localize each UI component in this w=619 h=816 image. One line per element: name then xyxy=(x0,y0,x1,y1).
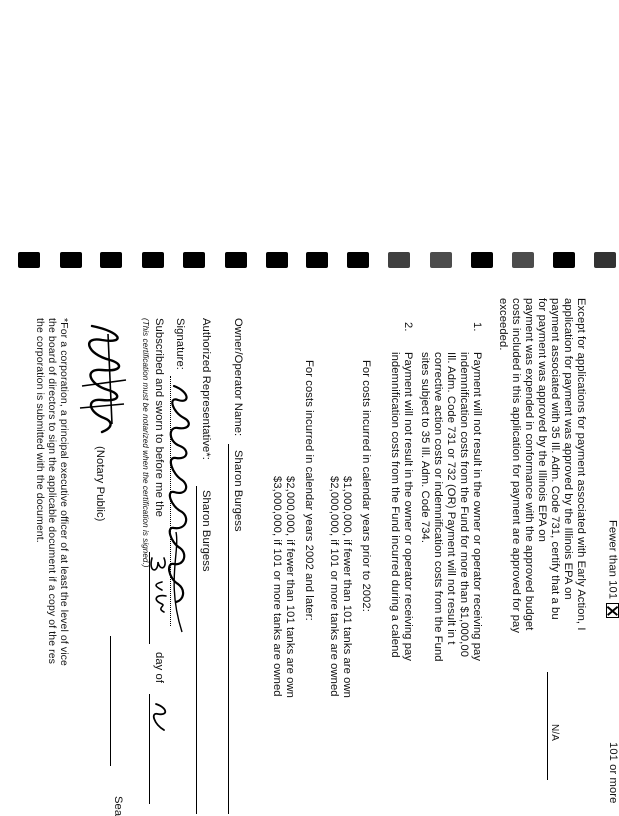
scan-edge-strip xyxy=(0,252,618,270)
scan-mark xyxy=(225,252,247,268)
authorized-rep-line xyxy=(196,486,197,814)
later-2002-line-1: $2,000,000, if fewer than 101 tanks are own xyxy=(284,476,296,698)
intro-line-7: exceeded. xyxy=(497,298,509,351)
scan-mark xyxy=(18,252,40,268)
item-1-line-1: Payment will not result in the owner or operator receiving pay xyxy=(471,352,483,662)
scan-mark xyxy=(306,252,328,268)
intro-line-1: Except for applications for payment associated with Early Action, I xyxy=(575,298,587,631)
scan-mark xyxy=(512,252,534,268)
prior-2002-line-2: $2,000,000, if 101 or more tanks are owned xyxy=(328,476,340,697)
more-than-101-label: 101 or more xyxy=(607,742,619,804)
seal-label: Sea xyxy=(112,796,124,816)
na-mark: N/A xyxy=(549,724,560,741)
scan-mark xyxy=(100,252,122,268)
footnote-line-3: the corporation is submitted with the document. xyxy=(34,318,46,543)
fewer-than-101-label: Fewer than 101 xyxy=(606,520,619,600)
intro-line-6: costs included in this application for payment are approved for pay xyxy=(510,298,522,634)
item-1-number: 1. xyxy=(471,322,483,332)
item-2-line-1: Payment will not result in the owner or operator receiving pay xyxy=(402,352,414,662)
owner-operator-line xyxy=(228,444,229,814)
authorized-rep-value: Sharon Burgess xyxy=(200,490,212,572)
approval-date-line xyxy=(547,672,548,780)
scan-mark xyxy=(142,252,164,268)
item-1-line-4: corrective action costs or indemnification costs from the Fund xyxy=(432,352,444,662)
notarize-note: (This certification must be notarized when the certification is signed.) xyxy=(141,318,150,568)
notary-public-label: (Notary Public) xyxy=(94,446,106,522)
item-2-line-2: indemnification costs from the Fund incurred during a calend xyxy=(389,352,401,658)
owner-operator-label: Owner/Operator Name: xyxy=(232,318,244,437)
later-2002-line-2: $3,000,000, if 101 or more tanks are owned xyxy=(271,476,283,697)
intro-line-4: for payment was approved by the Illinois EPA on xyxy=(536,298,548,542)
scan-mark xyxy=(471,252,493,268)
scan-mark xyxy=(183,252,205,268)
intro-line-2: application for payment was approved by the Illinois EPA on xyxy=(562,298,574,600)
handwritten-month xyxy=(150,698,172,798)
authorized-rep-label: Authorized Representative*: xyxy=(200,318,212,461)
handwritten-day xyxy=(148,552,170,622)
scan-mark xyxy=(347,252,369,268)
scan-mark xyxy=(553,252,575,268)
later-2002-heading: For costs incurred in calendar years 2002 and later: xyxy=(303,360,315,621)
scan-mark xyxy=(60,252,82,268)
footnote-line-2: the board of directors to sign the applicable document if a copy of the res xyxy=(46,318,58,665)
scan-mark xyxy=(594,252,616,268)
prior-2002-line-1: $1,000,000, if fewer than 101 tanks are own xyxy=(341,476,353,698)
footnote-line-1: *For a corporation, a principal executive officer of at least the level of vice xyxy=(58,318,70,666)
intro-line-5: payment was expended in conformance with the approved budget xyxy=(523,298,535,631)
sworn-text: Subscribed and sworn to before me the xyxy=(153,318,165,517)
prior-2002-heading: For costs incurred in calendar years prior to 2002: xyxy=(360,360,372,612)
item-1-line-3: Ill. Adm. Code 731 or 732 (OR) Payment will not result in t xyxy=(445,352,457,645)
tank-count-line xyxy=(606,520,619,618)
scan-mark xyxy=(430,252,452,268)
scan-mark xyxy=(388,252,410,268)
rotated-document-body xyxy=(8,290,619,816)
scan-mark xyxy=(266,252,288,268)
day-of-label: day of xyxy=(153,652,165,684)
owner-operator-value: Sharon Burgess xyxy=(232,450,244,532)
notary-signature xyxy=(76,320,132,440)
notary-date-line xyxy=(110,636,111,766)
item-1-line-2: indemnification costs from the Fund for more than $1,000,00 xyxy=(458,352,470,658)
item-2-number: 2. xyxy=(402,322,414,332)
item-1-line-5: sites subject to 35 Ill. Adm. Code 734. xyxy=(419,352,431,544)
signature-label: Signature: xyxy=(174,318,186,370)
intro-line-3: payment associated with 35 Ill. Adm. Code 731, certify that a bu xyxy=(549,298,561,620)
checked-box-icon xyxy=(606,603,619,618)
